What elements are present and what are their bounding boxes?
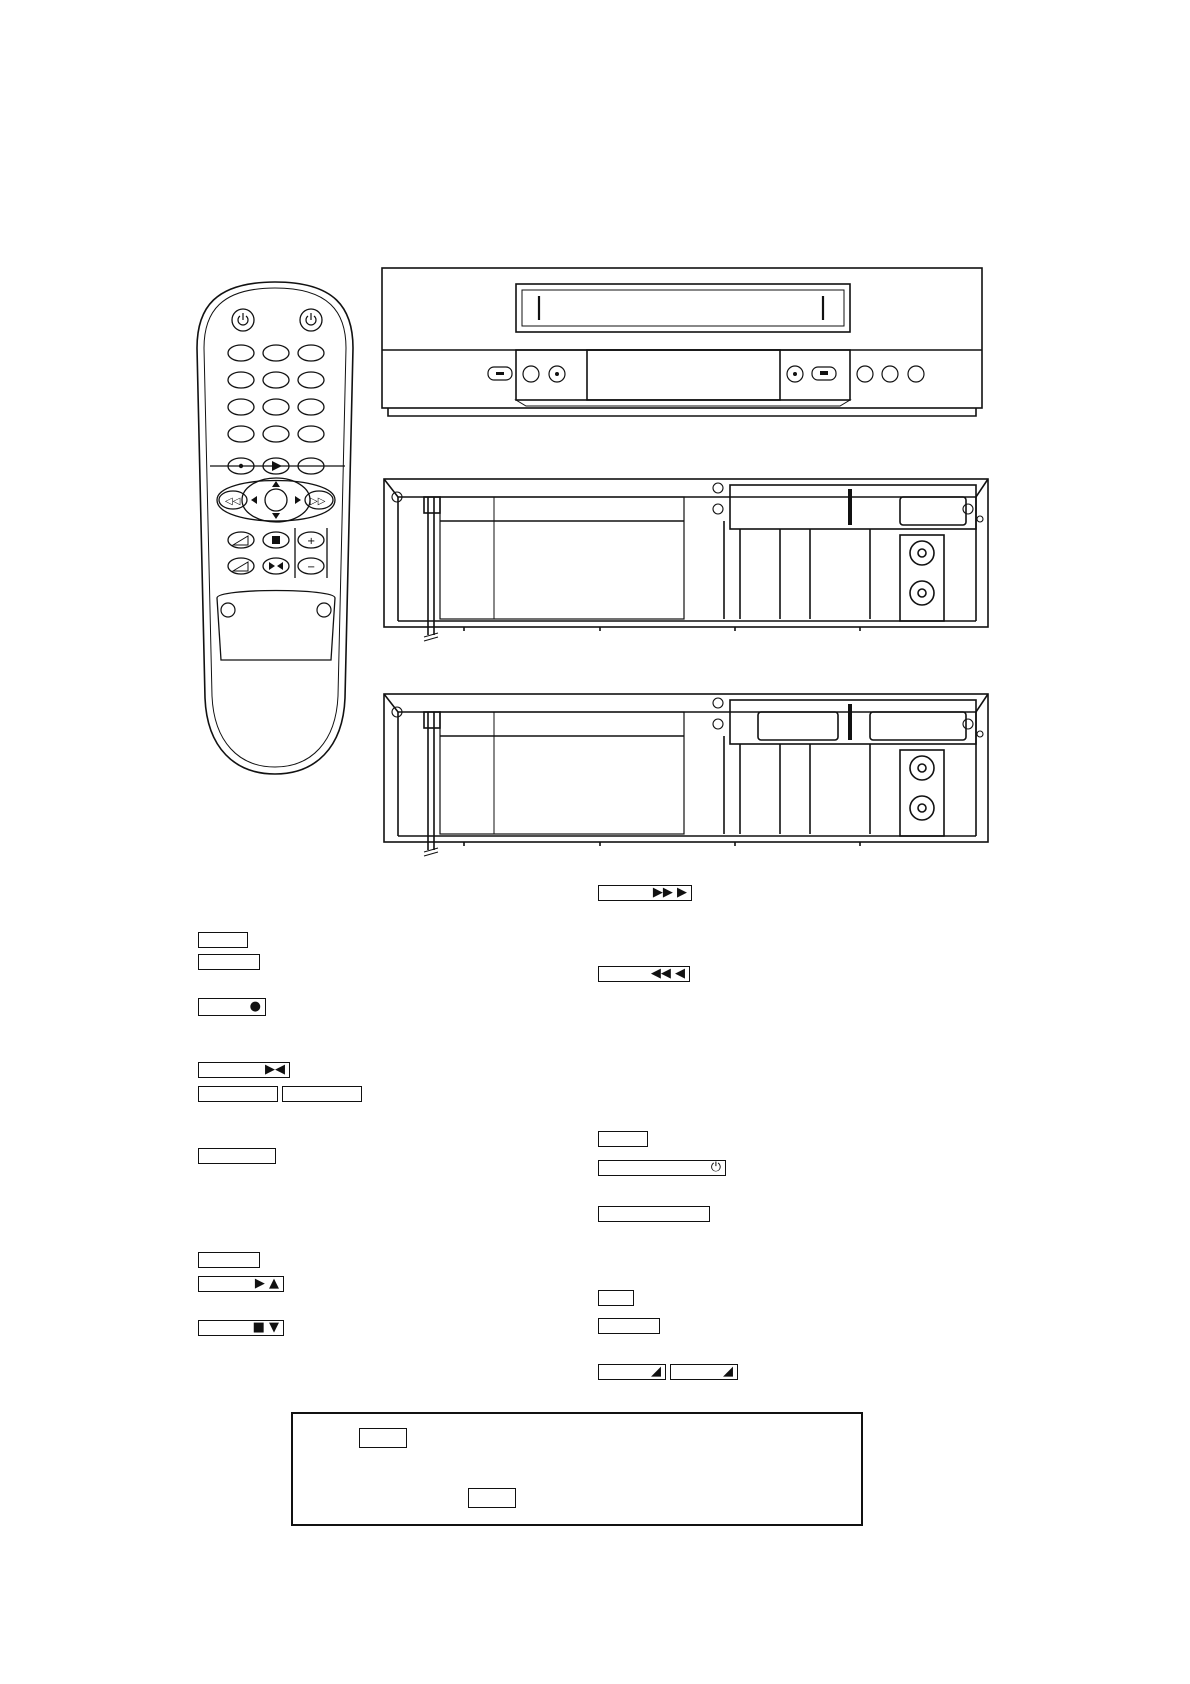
stop-down-key-box: ■ ▼ [198,1320,284,1336]
note-key-box [468,1488,516,1508]
note-key-box [359,1428,407,1448]
power-icon [238,313,316,325]
key-label-box [198,1252,260,1268]
record-key-box: ● [198,998,266,1016]
key-label-box [282,1086,362,1102]
key-label-box [598,1206,710,1222]
key-label-box [198,932,248,948]
key-label-box [198,954,260,970]
svg-text:◁◁: ◁◁ [225,496,241,507]
volume-down-key-box: ◢ [670,1364,738,1380]
key-label-box [598,1290,634,1306]
vcr-rear-panel-icon [380,690,995,870]
note-box [291,1412,863,1526]
key-label-box [198,1086,278,1102]
volume-up-key-box: ◢ [598,1364,666,1380]
still-key-box: ▶◀ [198,1062,290,1078]
remote-control-icon [195,278,355,778]
key-label-box [598,1318,660,1334]
svg-text:▷▷: ▷▷ [310,496,326,507]
vcr-rear-panel-icon [380,475,995,655]
standby-key-box: ⏻ [598,1160,726,1176]
vcr-front-panel-icon [380,266,985,421]
svg-text:+: + [307,536,316,547]
play-icon [272,461,282,471]
svg-text:−: − [307,562,316,573]
key-label-box [198,1148,276,1164]
play-up-key-box: ▶ ▲ [198,1276,284,1292]
forward-key-box: ▶▶ ▶ [598,885,692,901]
rewind-key-box: ◀◀ ◀ [598,966,690,982]
key-label-box [598,1131,648,1147]
